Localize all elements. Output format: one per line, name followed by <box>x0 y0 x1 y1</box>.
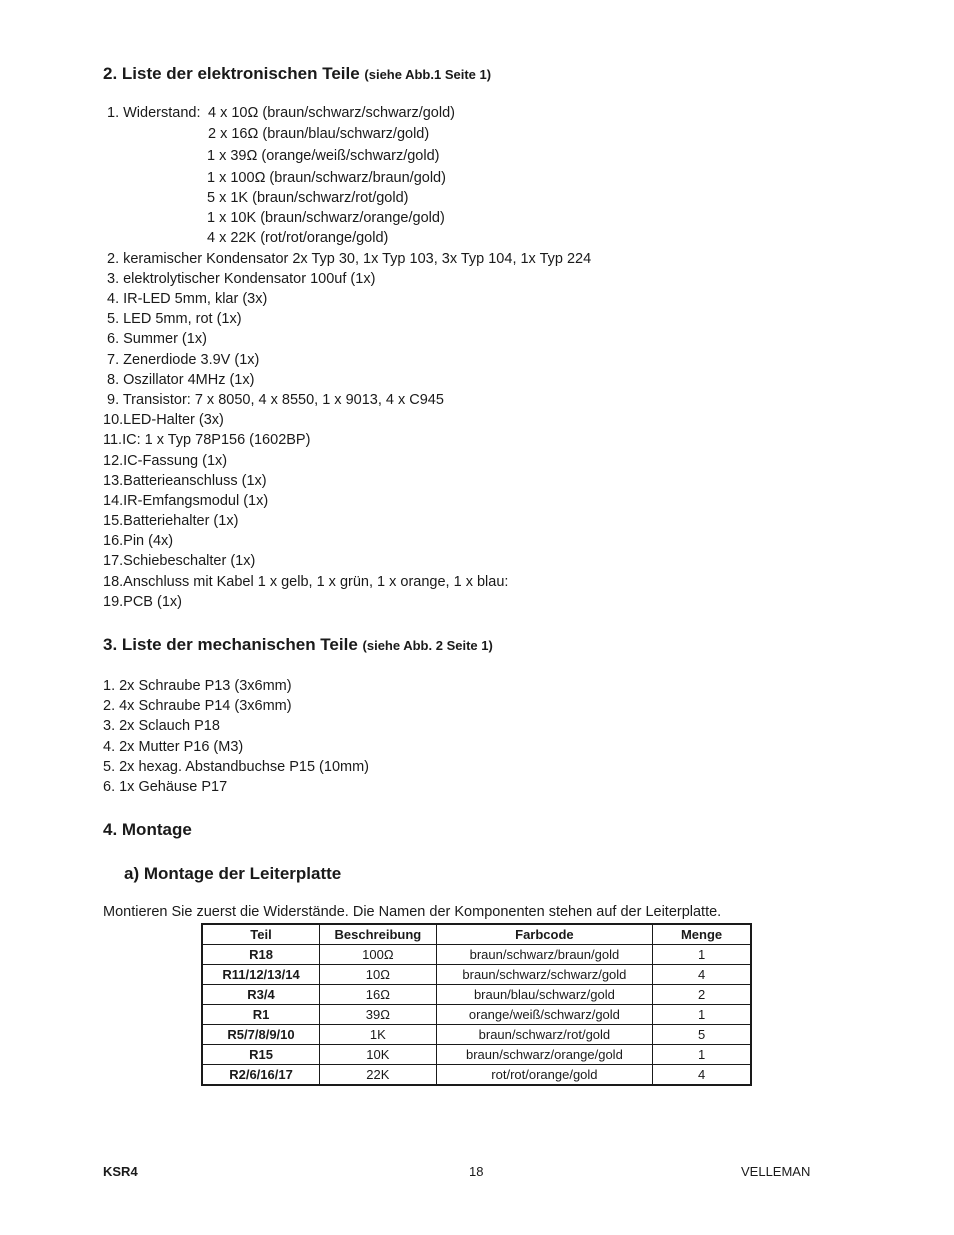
table-row <box>202 965 751 985</box>
resistor-line: 4 x 10Ω (braun/schwarz/schwarz/gold) <box>208 105 455 121</box>
cell-teil: R11/12/13/14 <box>202 965 320 985</box>
list-item: 4. IR-LED 5mm, klar (3x) <box>107 291 268 307</box>
header-beschreibung: Beschreibung <box>320 924 437 945</box>
list-item: 1. 2x Schraube P13 (3x6mm) <box>103 678 292 694</box>
section-3-ref: (siehe Abb. 2 Seite 1) <box>362 638 493 653</box>
cell-farbcode: braun/schwarz/schwarz/gold <box>436 965 652 985</box>
cell-menge: 4 <box>653 1065 751 1086</box>
cell-menge: 1 <box>653 1005 751 1025</box>
list-item: 15.Batteriehalter (1x) <box>103 513 239 529</box>
list-item: 3. 2x Sclauch P18 <box>103 718 220 734</box>
list-item: 6. 1x Gehäuse P17 <box>103 779 228 795</box>
cell-menge: 4 <box>653 965 751 985</box>
cell-beschreibung: 16Ω <box>320 985 437 1005</box>
list-item: 5. 2x hexag. Abstandbuchse P15 (10mm) <box>103 759 369 775</box>
list-item: 14.IR-Emfangsmodul (1x) <box>103 493 269 509</box>
cell-beschreibung: 1K <box>320 1025 437 1045</box>
list-item: 19.PCB (1x) <box>103 594 182 610</box>
resistor-line: 4 x 22K (rot/rot/orange/gold) <box>207 230 389 246</box>
cell-menge: 5 <box>653 1025 751 1045</box>
list-item: 8. Oszillator 4MHz (1x) <box>107 372 255 388</box>
list-item: 9. Transistor: 7 x 8050, 4 x 8550, 1 x 9013, 4 x C945 <box>107 392 444 408</box>
cell-beschreibung: 39Ω <box>320 1005 437 1025</box>
resistor-label: 1. Widerstand: <box>107 105 201 121</box>
cell-teil: R15 <box>202 1045 320 1065</box>
footer-brand: VELLEMAN <box>741 1164 811 1179</box>
list-item: 7. Zenerdiode 3.9V (1x) <box>107 352 260 368</box>
cell-beschreibung: 10Ω <box>320 965 437 985</box>
footer-product-code: KSR4 <box>103 1164 138 1179</box>
section-2-title: 2. Liste der elektronischen Teile <box>103 64 360 83</box>
resistor-line: 1 x 39Ω (orange/weiß/schwarz/gold) <box>207 148 440 164</box>
table-row <box>202 1045 751 1065</box>
table-row <box>202 985 751 1005</box>
cell-farbcode: rot/rot/orange/gold <box>436 1065 652 1086</box>
section-2-heading <box>103 64 491 84</box>
list-item: 13.Batterieanschluss (1x) <box>103 473 267 489</box>
cell-menge: 2 <box>653 985 751 1005</box>
list-item: 3. elektrolytischer Kondensator 100uf (1x) <box>107 271 376 287</box>
list-item: 12.IC-Fassung (1x) <box>103 453 228 469</box>
header-teil: Teil <box>202 924 320 945</box>
cell-menge: 1 <box>653 945 751 965</box>
section-4-title: 4. Montage <box>103 820 192 839</box>
list-item: 2. 4x Schraube P14 (3x6mm) <box>103 698 292 714</box>
section-4-intro: Montieren Sie zuerst die Widerstände. Die Namen der Komponenten stehen auf der Leiterplatte. <box>103 904 722 920</box>
section-4-subtitle: a) Montage der Leiterplatte <box>124 864 342 883</box>
cell-teil: R5/7/8/9/10 <box>202 1025 320 1045</box>
cell-farbcode: braun/schwarz/rot/gold <box>436 1025 652 1045</box>
resistor-line: 1 x 10K (braun/schwarz/orange/gold) <box>207 210 445 226</box>
list-item: 16.Pin (4x) <box>103 533 174 549</box>
cell-farbcode: braun/schwarz/orange/gold <box>436 1045 652 1065</box>
resistor-line: 2 x 16Ω (braun/blau/schwarz/gold) <box>208 126 430 142</box>
cell-teil: R2/6/16/17 <box>202 1065 320 1086</box>
cell-farbcode: braun/schwarz/braun/gold <box>436 945 652 965</box>
resistor-table <box>201 923 752 1086</box>
table-row <box>202 945 751 965</box>
cell-beschreibung: 22K <box>320 1065 437 1086</box>
cell-beschreibung: 100Ω <box>320 945 437 965</box>
resistor-line: 5 x 1K (braun/schwarz/rot/gold) <box>207 190 409 206</box>
section-3-heading <box>103 635 493 655</box>
cell-beschreibung: 10K <box>320 1045 437 1065</box>
section-2-ref: (siehe Abb.1 Seite 1) <box>364 67 492 82</box>
table-row <box>202 1025 751 1045</box>
section-3-title: 3. Liste der mechanischen Teile <box>103 635 358 654</box>
header-farbcode: Farbcode <box>436 924 652 945</box>
table-row <box>202 1065 751 1086</box>
list-item: 5. LED 5mm, rot (1x) <box>107 311 242 327</box>
cell-farbcode: orange/weiß/schwarz/gold <box>436 1005 652 1025</box>
list-item: 18.Anschluss mit Kabel 1 x gelb, 1 x grün, 1 x orange, 1 x blau: <box>103 574 509 590</box>
table-row <box>202 1005 751 1025</box>
cell-teil: R1 <box>202 1005 320 1025</box>
list-item: 2. keramischer Kondensator 2x Typ 30, 1x Typ 103, 3x Typ 104, 1x Typ 224 <box>107 251 592 267</box>
resistor-line: 1 x 100Ω (braun/schwarz/braun/gold) <box>207 170 446 186</box>
list-item: 11.IC: 1 x Typ 78P156 (1602BP) <box>103 432 311 448</box>
footer-page-number: 18 <box>469 1164 484 1179</box>
table-header-row <box>202 924 751 945</box>
cell-teil: R18 <box>202 945 320 965</box>
cell-farbcode: braun/blau/schwarz/gold <box>436 985 652 1005</box>
cell-teil: R3/4 <box>202 985 320 1005</box>
list-item: 4. 2x Mutter P16 (M3) <box>103 739 244 755</box>
list-item: 17.Schiebeschalter (1x) <box>103 553 256 569</box>
header-menge: Menge <box>653 924 751 945</box>
list-item: 6. Summer (1x) <box>107 331 207 347</box>
cell-menge: 1 <box>653 1045 751 1065</box>
list-item: 10.LED-Halter (3x) <box>103 412 224 428</box>
